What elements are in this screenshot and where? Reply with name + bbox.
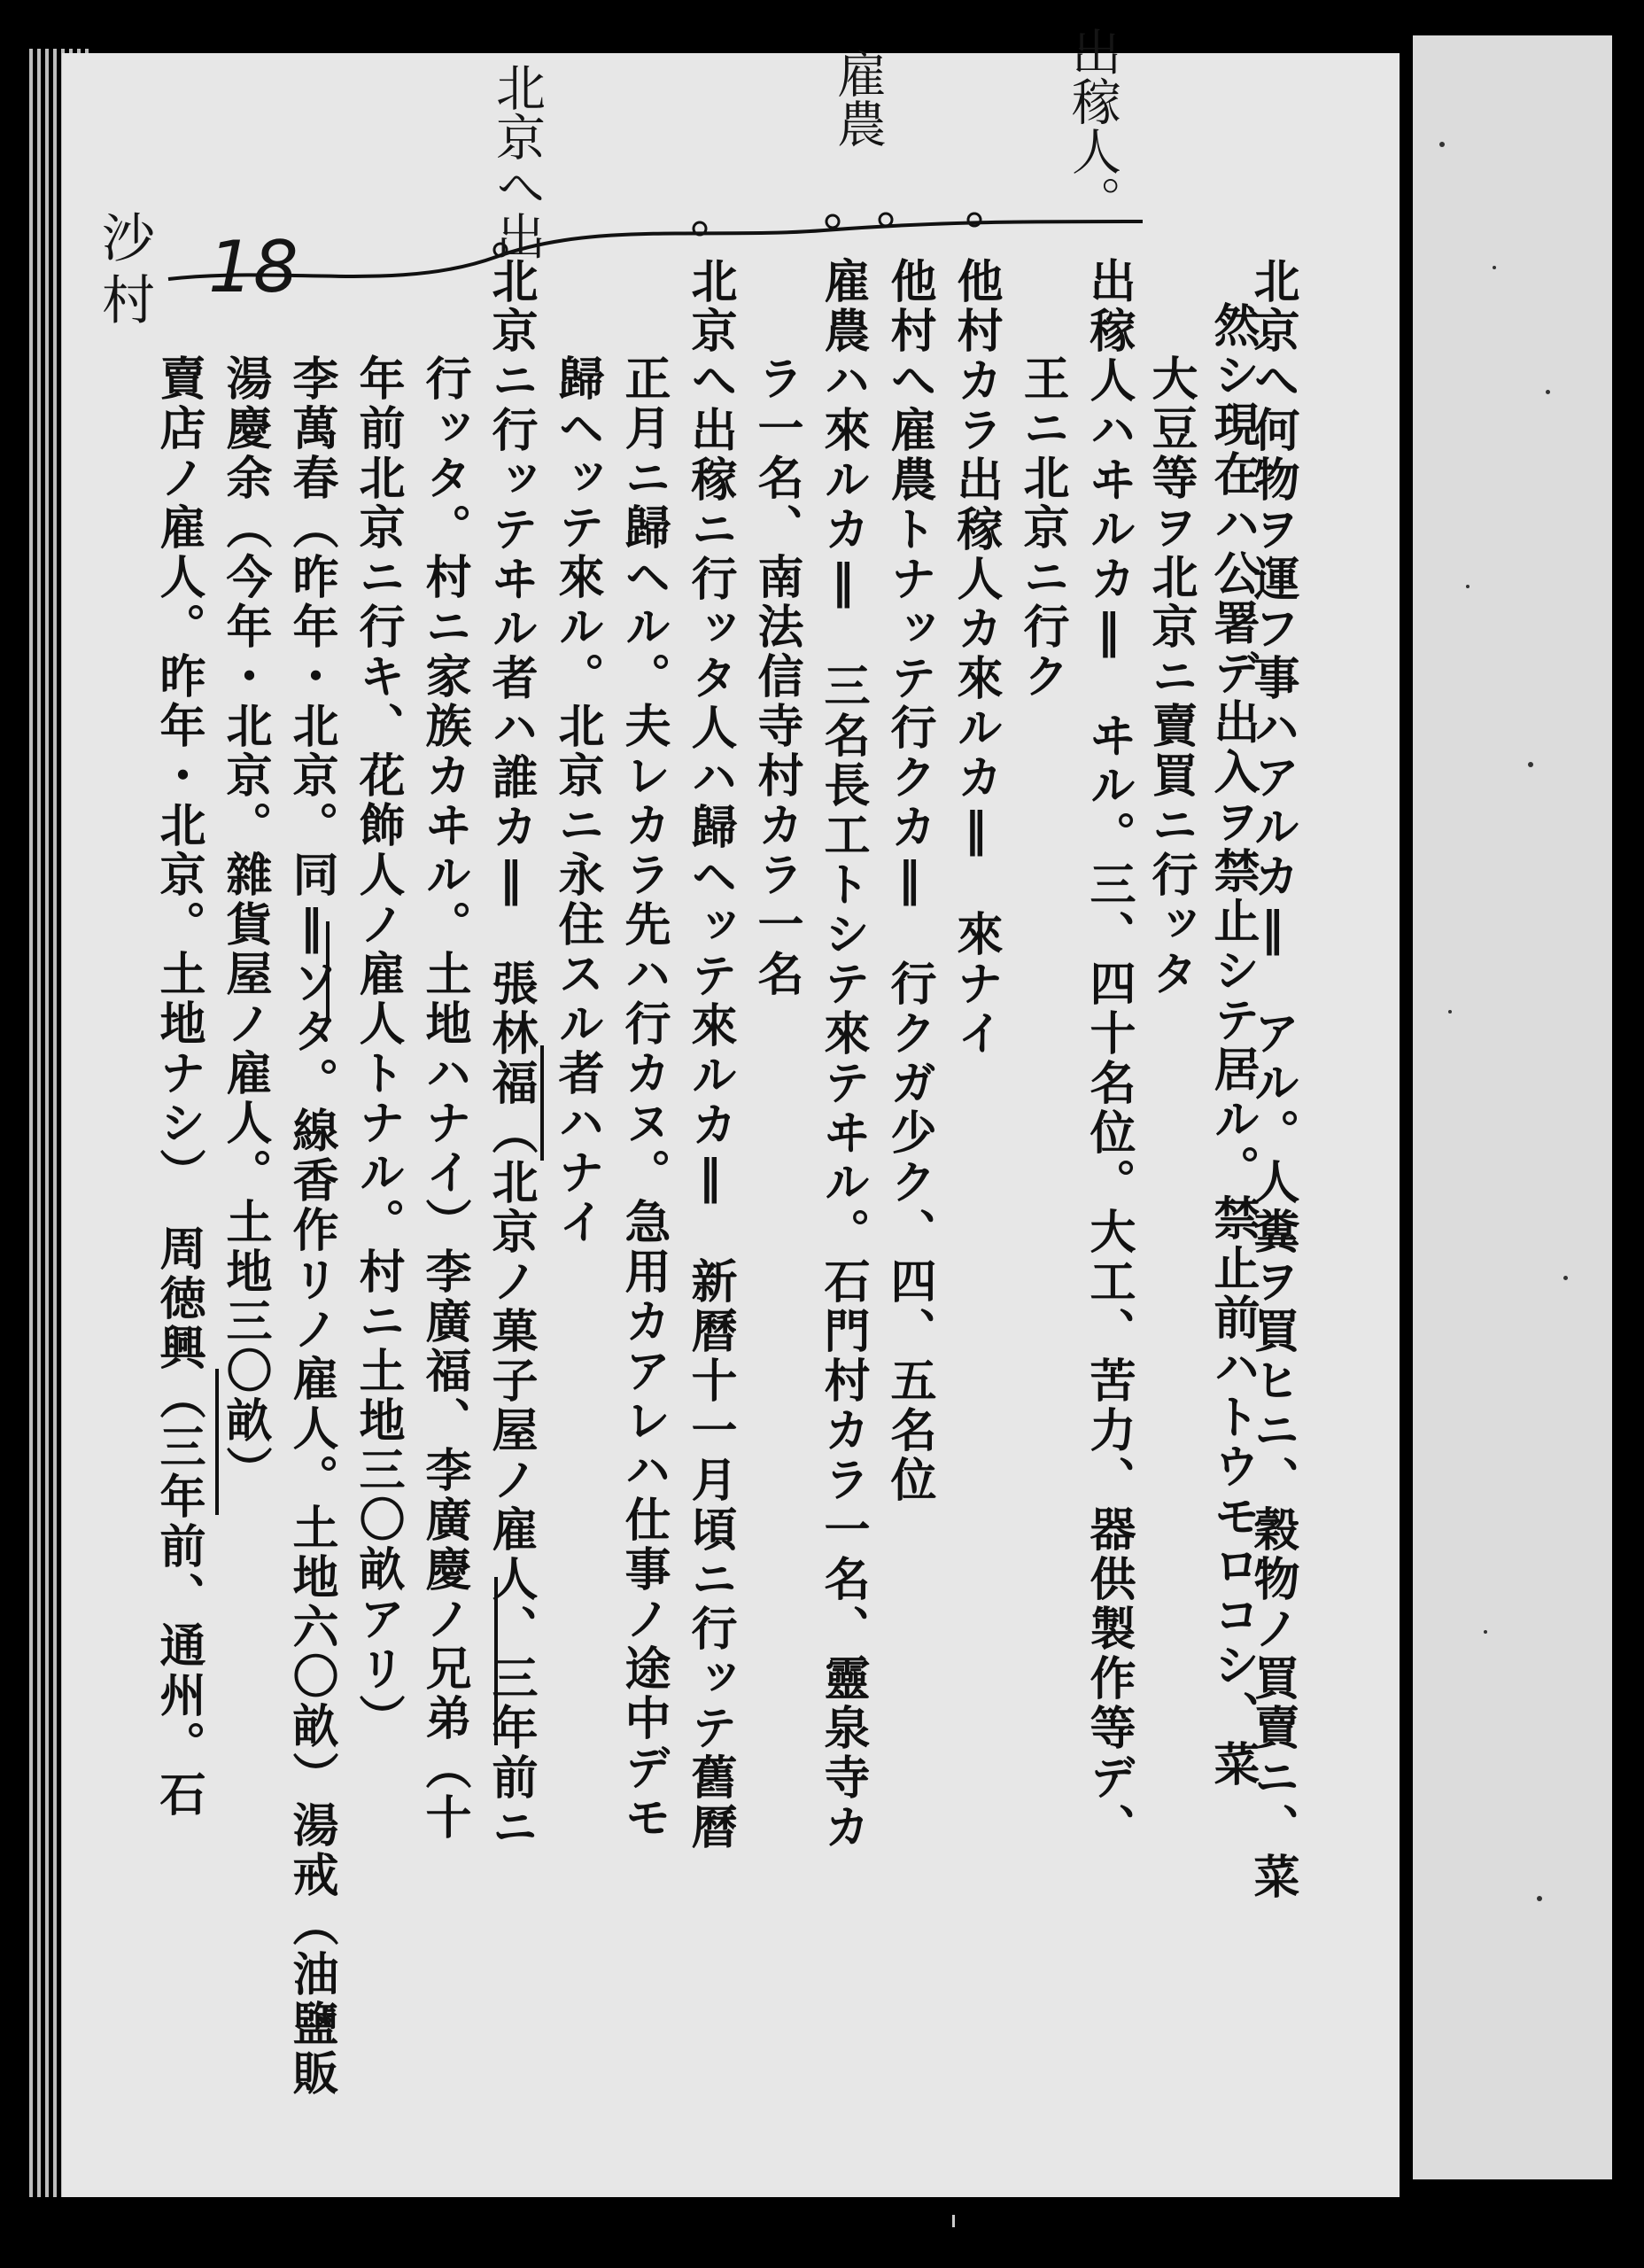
- text-column-3: 大豆等ヲ北京ニ賣買ニ行ッタ: [1144, 354, 1198, 999]
- text-column-16: 李萬春（昨年・北京。同‖ソタ。線香作リノ雇人。土地六〇畝）湯戒（油鹽販: [284, 354, 338, 2099]
- text-column-5: 王ニ北京ニ行ク: [1015, 354, 1069, 702]
- text-column-17: 湯慶余（今年・北京。雜貨屋ノ雇人。土地三〇畝）: [218, 354, 272, 1495]
- text-column-6: 他村カラ出稼人カ來ルカ‖ 來ナイ: [949, 257, 1003, 1059]
- text-column-12: 歸ヘッテ來ル。北京ニ永住スル者ハナイ: [550, 354, 604, 1247]
- text-column-10: 北京へ出稼ニ行ッタ人ハ歸ヘッテ來ルカ‖ 新曆十一月頃ニ行ッテ舊曆: [683, 257, 737, 1852]
- text-column-15: 年前北京ニ行キ、花飾人ノ雇人トナル。村ニ土地三〇畝アリ）: [351, 354, 405, 1744]
- margin-page-number: 18: [208, 226, 299, 308]
- text-column-2: 然シ現在ハ公署デ出入ヲ禁止シテ居ル。禁止前ハトウモロコシ、菜: [1206, 301, 1260, 1790]
- text-column-18: 賣店ノ雇人。昨年・北京。土地ナシ） 周徳興（三年前、通州。石: [151, 354, 206, 1820]
- text-column-9: ラ一名、南法信寺村カラ一名: [749, 354, 803, 999]
- scan-mark: [952, 2215, 955, 2227]
- text-column-14: 行ッタ。村ニ家族カヰル。土地ハナイ）李廣福、李廣慶ノ兄弟（十: [417, 354, 471, 1843]
- handwritten-header-pekin: 北京へ出: [488, 62, 546, 260]
- text-column-11: 正月ニ歸ヘル。夫レカラ先ハ行カヌ。急用カアレハ仕事ノ途中デモ: [616, 354, 671, 1843]
- text-column-13: 北京ニ行ッテヰル者ハ誰カ‖ 張林福（北京ノ菓子屋ノ雇人、三年前ニ: [484, 257, 538, 1852]
- text-column-8: 雇農ハ來ルカ‖ 三名長工トシテ來テヰル。石門村カラ一名、靈泉寺カ: [816, 257, 870, 1852]
- text-column-7: 他村へ雇農トナッテ行クカ‖ 行クガ少ク、四、五名位: [882, 257, 936, 1505]
- text-column-4: 出稼人ハヰルカ‖ ヰル。三、四十名位。大工、苦力、器供製作等デ、: [1082, 257, 1136, 1852]
- handwritten-header-dekasegi: 出稼人。: [1064, 27, 1121, 225]
- handwritten-header-kouno: 雇農: [829, 49, 887, 148]
- margin-village-label: 沙村: [102, 208, 155, 332]
- text-column-1: 北京へ何物ヲ運フ事ハアルカ‖ アル。人糞ヲ買ヒニ、穀物ノ買賣ニ、菜: [1245, 257, 1299, 1902]
